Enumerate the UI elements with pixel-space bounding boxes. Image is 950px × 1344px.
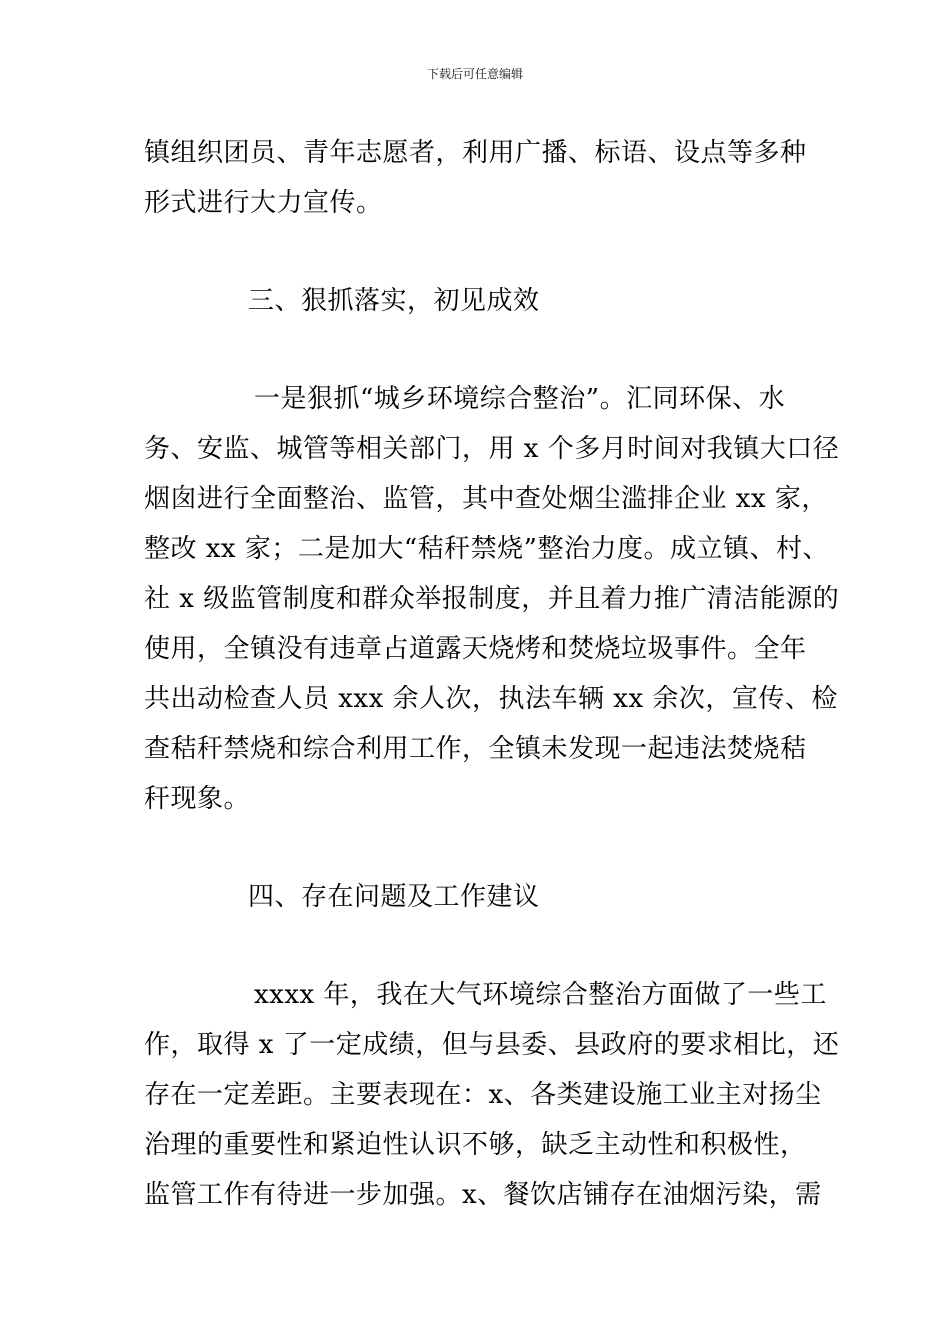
text-line: 镇组织团员、青年志愿者，利用广播、标语、设点等多种 <box>144 138 807 168</box>
page-header: 下载后可任意编辑 <box>426 67 523 81</box>
document-body <box>144 128 840 1220</box>
text-line: 秆现象。 <box>144 784 251 814</box>
text-line: 务、安监、城管等相关部门，用 x 个多月时间对我镇大口径 <box>144 434 840 464</box>
text-line: 社 x 级监管制度和群众举报制度，并且着力推广清洁能源的 <box>144 584 840 614</box>
text-line: 烟囱进行全面整治、监管，其中查处烟尘滥排企业 xx 家， <box>144 484 828 514</box>
text-line: 监管工作有待进一步加强。x、餐饮店铺存在油烟污染，需 <box>144 1180 822 1210</box>
paragraph-section-3 <box>144 374 840 824</box>
text-line: 治理的重要性和紧迫性认识不够，缺乏主动性和积极性， <box>144 1130 807 1160</box>
text-line: xxxx 年，我在大气环境综合整治方面做了一些工 <box>254 980 827 1010</box>
text-line: 存在一定差距。主要表现在：x、各类建设施工业主对扬尘 <box>144 1080 822 1110</box>
text-line: 作，取得 x 了一定成绩，但与县委、县政府的要求相比，还 <box>144 1030 840 1060</box>
text-line: 查秸秆禁烧和综合利用工作，全镇未发现一起违法焚烧秸 <box>144 734 807 764</box>
text-line: 共出动检查人员 xxx 余人次，执法车辆 xx 余次，宣传、检 <box>144 684 838 714</box>
section-heading-3: 三、狠抓落实，初见成效 <box>248 286 540 316</box>
text-line: 整改 xx 家；二是加大“秸秆禁烧”整治力度。成立镇、村、 <box>144 534 829 564</box>
paragraph-continuation <box>144 128 810 228</box>
text-line: 一是狠抓“城乡环境综合整治”。汇同环保、水 <box>254 384 786 414</box>
paragraph-section-4 <box>144 970 840 1220</box>
text-line: 使用，全镇没有违章占道露天烧烤和焚烧垃圾事件。全年 <box>144 634 807 664</box>
text-line: 形式进行大力宣传。 <box>144 188 383 218</box>
section-heading-4: 四、存在问题及工作建议 <box>248 882 540 912</box>
